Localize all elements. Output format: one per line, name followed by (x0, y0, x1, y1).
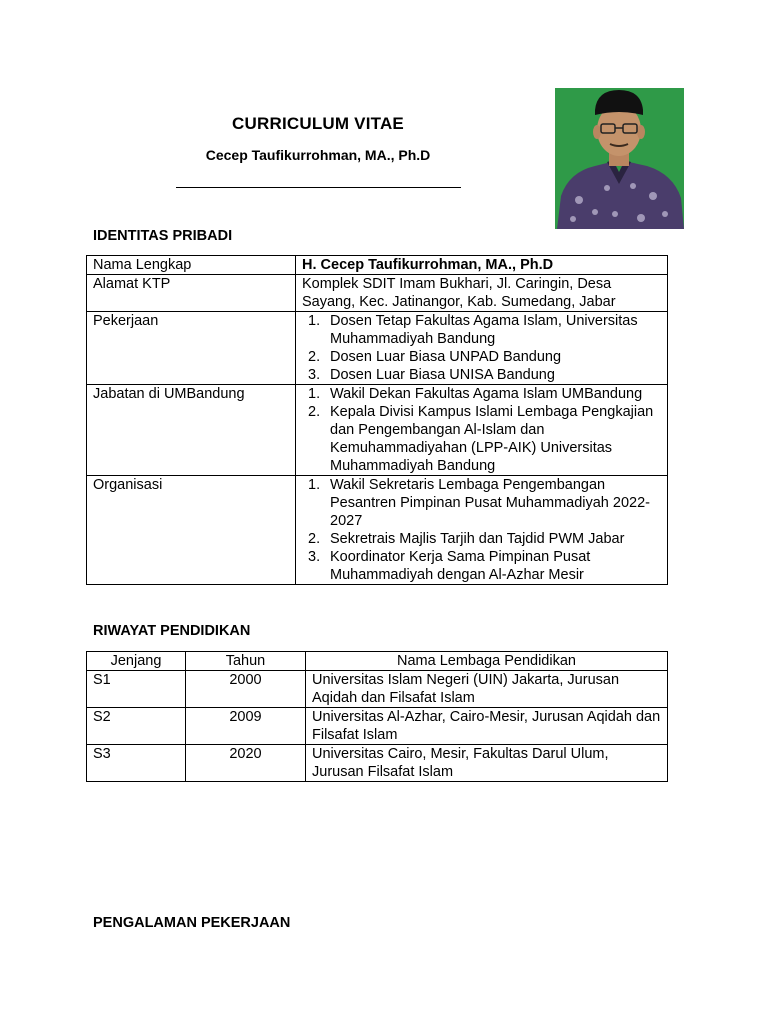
list-item-text: Koordinator Kerja Sama Pimpinan Pusat Muhammadiyah dengan Al-Azhar Mesir (330, 549, 591, 583)
position-list (302, 385, 661, 475)
row-label: Organisasi (87, 476, 296, 585)
degree-cell: S3 (87, 745, 186, 782)
address-value: Komplek SDIT Imam Bukhari, Jl. Caringin, Desa Sayang, Kec. Jatinangor, Kab. Sumedang, Jabar (296, 275, 668, 312)
column-header-lembaga: Nama Lembaga Pendidikan (306, 652, 668, 671)
list-item (302, 312, 661, 348)
list-item-text: Dosen Tetap Fakultas Agama Islam, Universitas Muhammadiyah Bandung (330, 313, 638, 347)
list-number: 3. (308, 549, 321, 565)
list-item-text: Wakil Dekan Fakultas Agama Islam UMBandung (330, 386, 643, 402)
table-row (87, 385, 668, 476)
list-number: 1. (308, 477, 321, 493)
list-number: 3. (308, 367, 321, 383)
organization-list (302, 476, 661, 584)
identity-table (86, 255, 668, 585)
table-row (87, 671, 668, 708)
list-number: 1. (308, 313, 321, 329)
list-item-text: Kepala Divisi Kampus Islami Lembaga Pengkajian dan Pengembangan Al-Islam dan Kemuhammadiyahan (LPP-AIK) Universitas Muhammadiyah Bandung (330, 404, 654, 474)
cv-title: CURRICULUM VITAE (232, 114, 404, 133)
institution-cell: Universitas Islam Negeri (UIN) Jakarta, Jurusan Aqidah dan Filsafat Islam (306, 671, 668, 708)
position-list-cell (296, 385, 668, 476)
table-header-row (87, 652, 668, 671)
list-item (302, 530, 661, 548)
section-heading-identitas: IDENTITAS PRIBADI (93, 228, 233, 244)
education-table (86, 651, 668, 782)
list-number: 2. (308, 404, 321, 420)
row-label: Alamat KTP (87, 275, 296, 312)
table-row (87, 476, 668, 585)
table-row (87, 275, 668, 312)
occupation-list (302, 312, 661, 384)
institution-cell: Universitas Al-Azhar, Cairo-Mesir, Jurusan Aqidah dan Filsafat Islam (306, 708, 668, 745)
year-cell: 2000 (186, 671, 306, 708)
list-item-text: Sekretrais Majlis Tarjih dan Tajdid PWM Jabar (330, 531, 625, 547)
occupation-list-cell (296, 312, 668, 385)
institution-cell: Universitas Cairo, Mesir, Fakultas Darul Ulum, Jurusan Filsafat Islam (306, 745, 668, 782)
row-label: Jabatan di UMBandung (87, 385, 296, 476)
full-name-value: H. Cecep Taufikurrohman, MA., Ph.D (296, 256, 668, 275)
list-item-text: Dosen Luar Biasa UNISA Bandung (330, 367, 555, 383)
list-item (302, 366, 661, 384)
column-header-tahun: Tahun (186, 652, 306, 671)
list-item-text: Dosen Luar Biasa UNPAD Bandung (330, 349, 562, 365)
year-cell: 2020 (186, 745, 306, 782)
section-heading-pengalaman: PENGALAMAN PEKERJAAN (93, 915, 291, 931)
title-underline (176, 187, 461, 188)
profile-photo (555, 88, 684, 229)
row-label: Pekerjaan (87, 312, 296, 385)
list-item (302, 548, 661, 584)
column-header-jenjang: Jenjang (87, 652, 186, 671)
list-item (302, 476, 661, 530)
list-number: 1. (308, 386, 321, 402)
table-row (87, 745, 668, 782)
list-number: 2. (308, 349, 321, 365)
row-label: Nama Lengkap (87, 256, 296, 275)
list-item-text: Wakil Sekretaris Lembaga Pengembangan Pesantren Pimpinan Pusat Muhammadiyah 2022-2027 (330, 477, 650, 529)
section-heading-pendidikan: RIWAYAT PENDIDIKAN (93, 623, 251, 639)
cv-name-subtitle: Cecep Taufikurrohman, MA., Ph.D (205, 147, 431, 163)
year-cell: 2009 (186, 708, 306, 745)
organization-list-cell (296, 476, 668, 585)
table-row (87, 256, 668, 275)
person-portrait-icon (555, 88, 684, 229)
list-item (302, 348, 661, 366)
degree-cell: S1 (87, 671, 186, 708)
degree-cell: S2 (87, 708, 186, 745)
table-row (87, 312, 668, 385)
list-item (302, 403, 661, 475)
table-row (87, 708, 668, 745)
list-item (302, 385, 661, 403)
list-number: 2. (308, 531, 321, 547)
